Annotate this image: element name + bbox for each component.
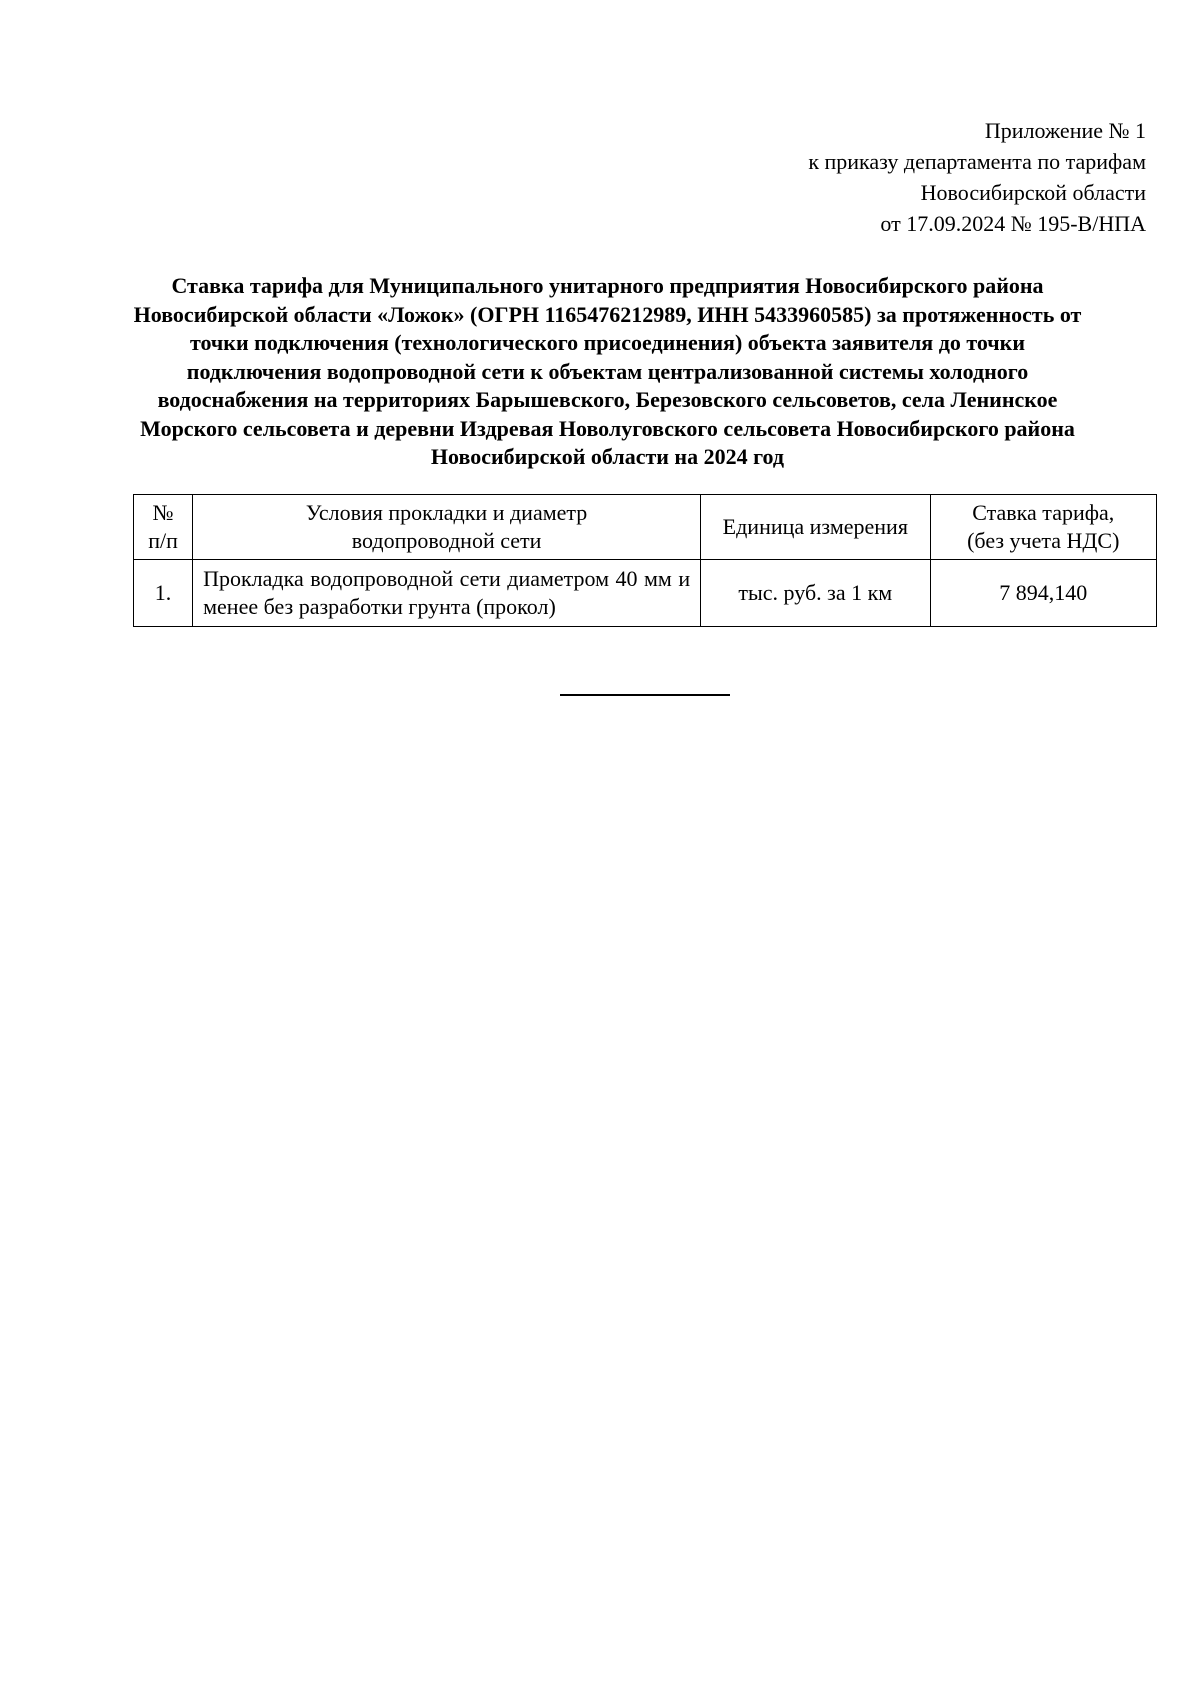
table-row bbox=[134, 560, 1157, 627]
row-num: 1. bbox=[134, 560, 193, 627]
table-header-row bbox=[134, 495, 1157, 560]
header-conditions bbox=[193, 495, 701, 560]
header-conditions-line-2: водопроводной сети bbox=[351, 528, 542, 553]
appendix-header bbox=[546, 115, 1146, 239]
document-title: Ставка тарифа для Муниципального унитарного предприятия Новосибирского района Новосибирской области «Ложок» (ОГРН 1165476212989, ИНН 5433960585) за протяженность от точки подключения (технологического присоединения) объекта заявителя до точки подключения водопроводной сети к объектам централизованной системы холодного водоснабжения на территориях Барышевского, Березовского сельсоветов, села Ленинское Морского сельсовета и деревни Издревая Новолуговского сельсовета Новосибирского района Новосибирской области на 2024 год bbox=[133, 273, 1082, 469]
header-unit: Единица измерения bbox=[701, 495, 930, 560]
header-rate-line-2: (без учета НДС) bbox=[967, 528, 1120, 553]
row-unit: тыс. руб. за 1 км bbox=[701, 560, 930, 627]
header-conditions-line-1: Условия прокладки и диаметр bbox=[305, 500, 588, 525]
row-rate: 7 894,140 bbox=[930, 560, 1156, 627]
header-num bbox=[134, 495, 193, 560]
header-num-line-2: п/п bbox=[148, 528, 178, 553]
header-num-line-1: № bbox=[152, 500, 174, 525]
appendix-line-4: от 17.09.2024 № 195-В/НПА bbox=[880, 211, 1146, 236]
closing-divider bbox=[560, 694, 730, 696]
header-rate-line-1: Ставка тарифа, bbox=[972, 500, 1115, 525]
appendix-line-1: Приложение № 1 bbox=[984, 118, 1146, 143]
row-conditions: Прокладка водопроводной сети диаметром 40 мм и менее без разработки грунта (прокол) bbox=[193, 560, 701, 627]
appendix-line-2: к приказу департамента по тарифам bbox=[808, 149, 1146, 174]
appendix-line-3: Новосибирской области bbox=[920, 180, 1146, 205]
tariff-table bbox=[133, 494, 1157, 627]
header-rate bbox=[930, 495, 1156, 560]
